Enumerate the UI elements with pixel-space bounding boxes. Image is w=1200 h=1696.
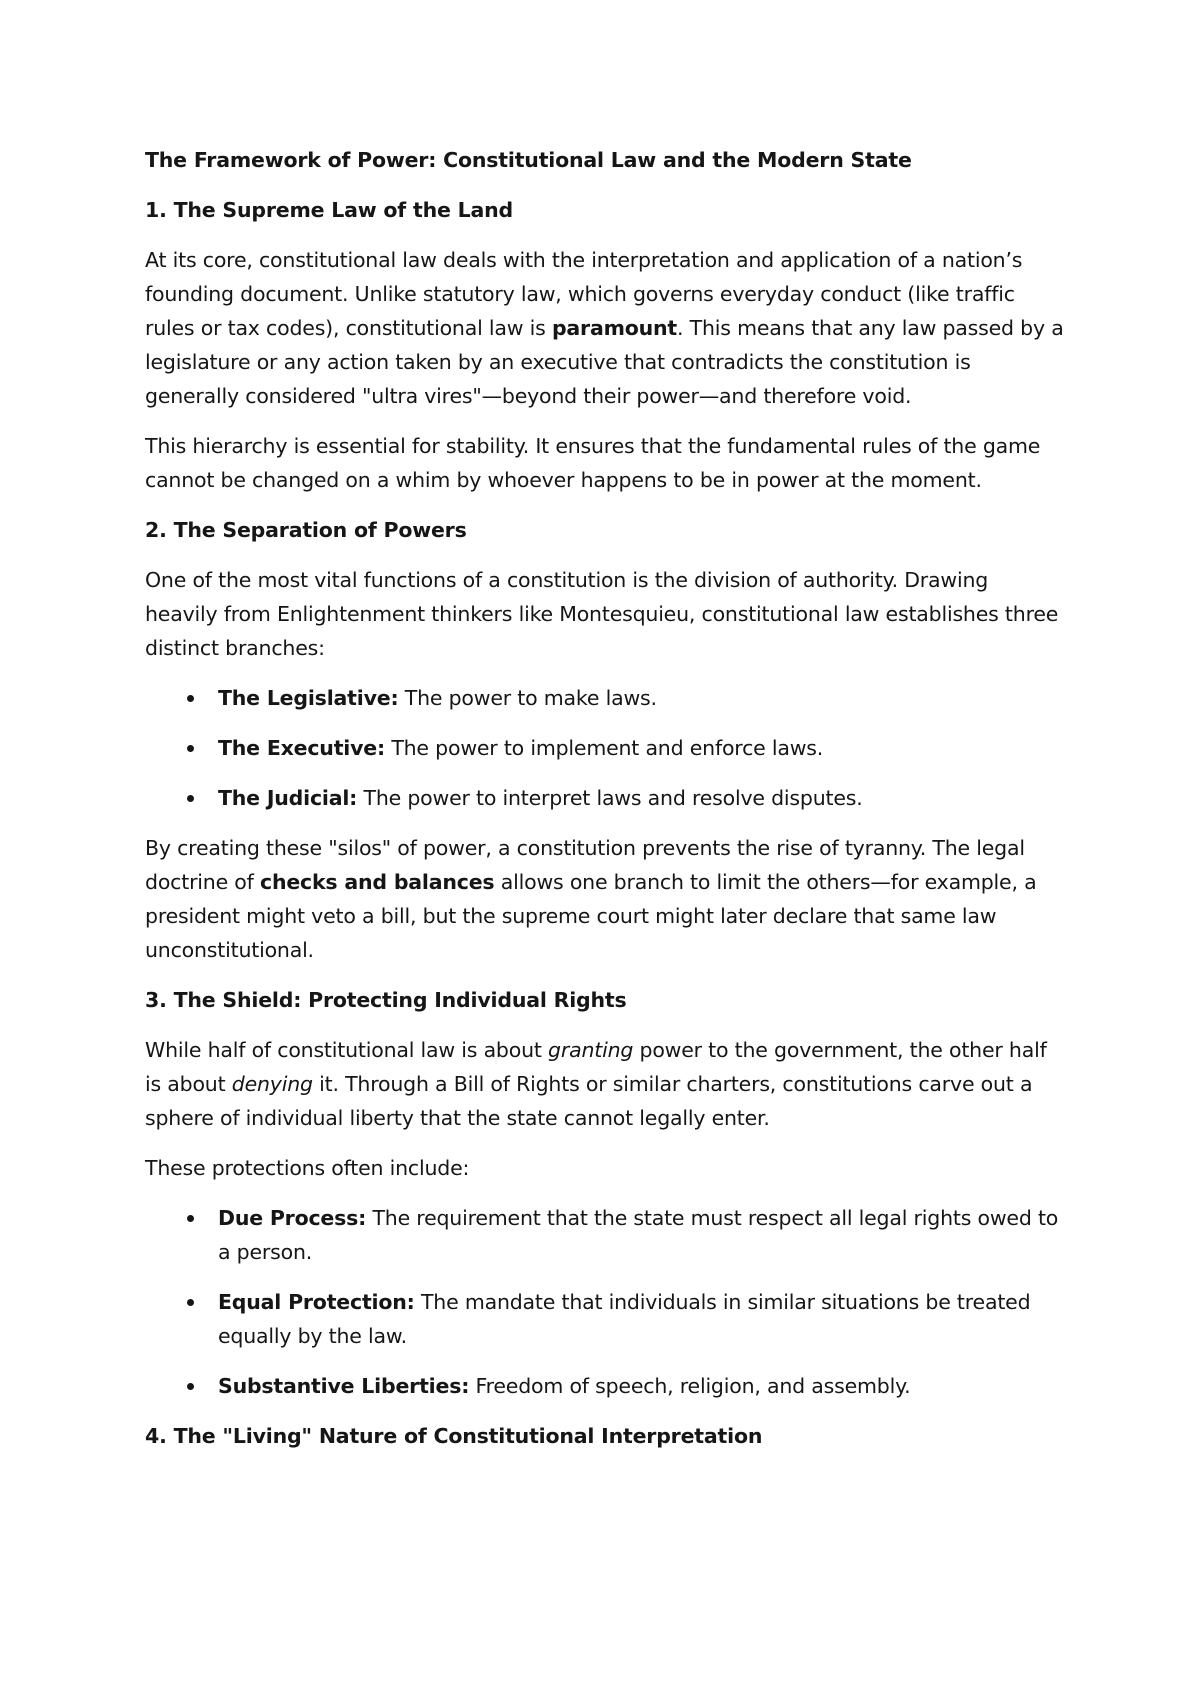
list-item-text: The power to implement and enforce laws. [385, 736, 824, 760]
bullet-icon [187, 1215, 194, 1222]
section-1-paragraph-1 [145, 243, 1065, 413]
protections-list [145, 1201, 1065, 1403]
list-item-lead: The Judicial: [218, 786, 358, 810]
section-heading-2: 2. The Separation of Powers [145, 518, 467, 542]
text-run: By creating these "silos" of power, a constitution prevents the rise of tyranny. The legal doctrine of [145, 836, 1025, 894]
list-item [145, 1201, 1065, 1269]
list-item [145, 1285, 1065, 1353]
section-3-paragraph-2: These protections often include: [145, 1156, 470, 1180]
bullet-icon [187, 695, 194, 702]
list-item-text: The mandate that individuals in similar situations be treated equally by the law. [218, 1290, 1031, 1348]
list-item-lead: Substantive Liberties: [218, 1374, 470, 1398]
list-item-text: The power to make laws. [398, 686, 657, 710]
section-heading-4: 4. The "Living" Nature of Constitutional Interpretation [145, 1424, 763, 1448]
list-item-text: The power to interpret laws and resolve disputes. [357, 786, 863, 810]
list-item [145, 1369, 1065, 1403]
section-3-paragraph-1 [145, 1033, 1065, 1135]
list-item-lead: The Legislative: [218, 686, 399, 710]
bullet-icon [187, 795, 194, 802]
section-1-paragraph-2: This hierarchy is essential for stability. It ensures that the fundamental rules of the game cannot be changed on a whim by whoever happens to be in power at the moment. [145, 434, 1041, 492]
branches-list [145, 681, 1065, 815]
text-run: . This means that any law passed by a legislature or any action taken by an executive that contradicts the constitution is generally considered "ultra vires"—beyond their power—and therefore void. [145, 316, 1064, 408]
text-run: At its core, constitutional law deals with the interpretation and application of a nation’s founding document. Unlike statutory law, which governs everyday conduct (like traffic rules or tax codes), constitutional law is [145, 248, 1023, 340]
list-item-lead: The Executive: [218, 736, 385, 760]
section-2-paragraph-2 [145, 831, 1065, 967]
text-run: power to the government, the other half is about [145, 1038, 1047, 1096]
list-item-lead: Equal Protection: [218, 1290, 415, 1314]
italic-term-denying: denying [231, 1072, 313, 1096]
text-run: allows one branch to limit the others—for example, a president might veto a bill, but the supreme court might later declare that same law unconstitutional. [145, 870, 1037, 962]
bullet-icon [187, 1299, 194, 1306]
list-item-lead: Due Process: [218, 1206, 367, 1230]
bold-term-paramount: paramount [551, 316, 678, 340]
text-run: While half of constitutional law is about [145, 1038, 549, 1062]
list-item-text: Freedom of speech, religion, and assembly. [469, 1374, 911, 1398]
list-item [145, 731, 1065, 765]
bullet-icon [187, 1383, 194, 1390]
list-item-text: The requirement that the state must respect all legal rights owed to a person. [218, 1206, 1059, 1264]
section-2-paragraph-1: One of the most vital functions of a constitution is the division of authority. Drawing heavily from Enlightenment thinkers like Montesquieu, constitutional law establishes three distinct branches: [145, 568, 1059, 660]
bullet-icon [187, 745, 194, 752]
bold-term-checks-and-balances: checks and balances [260, 870, 495, 894]
list-item [145, 681, 1065, 715]
document-title: The Framework of Power: Constitutional Law and the Modern State [145, 148, 912, 172]
section-heading-1: 1. The Supreme Law of the Land [145, 198, 513, 222]
section-heading-3: 3. The Shield: Protecting Individual Rights [145, 988, 627, 1012]
list-item [145, 781, 1065, 815]
italic-term-granting: granting [548, 1038, 634, 1062]
text-run: it. Through a Bill of Rights or similar charters, constitutions carve out a sphere of individual liberty that the state cannot legally enter. [145, 1072, 1033, 1130]
